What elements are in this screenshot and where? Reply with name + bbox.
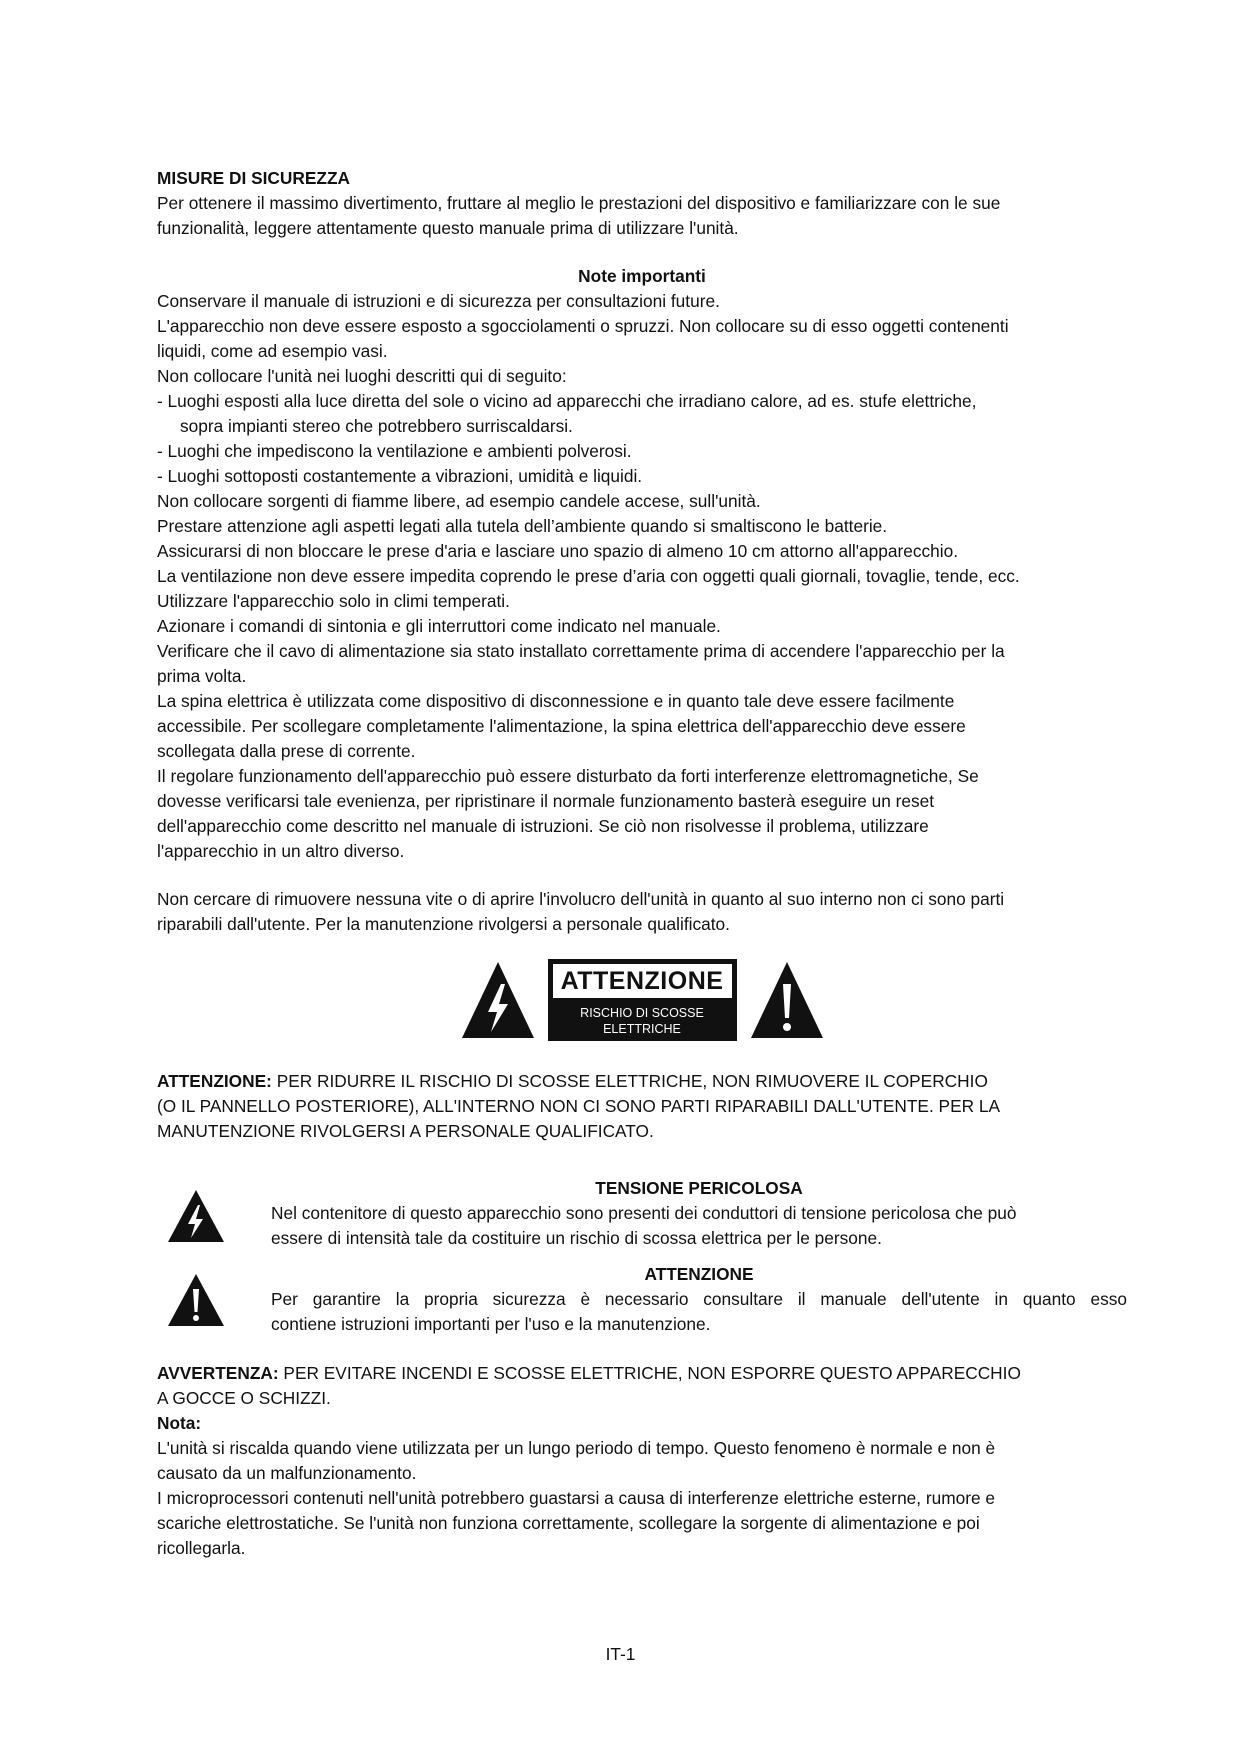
caution-title: ATTENZIONE: [644, 1264, 754, 1284]
warning-line: A GOCCE O SCHIZZI.: [157, 1388, 331, 1408]
page-number: IT-1: [605, 1644, 636, 1664]
intro-line: funzionalità, leggere attentamente questo manuale prima di utilizzare l'unità.: [157, 218, 739, 238]
high-voltage-icon: [166, 1188, 226, 1244]
nota-line: L'unità si riscalda quando viene utilizzata per un lungo periodo di tempo. Questo fenomeno è normale e non è: [157, 1438, 996, 1458]
caution-text: [271, 1262, 1127, 1337]
notes-line: Non collocare l'unità nei luoghi descritti qui di seguito:: [157, 366, 567, 386]
safety-page: [157, 166, 1127, 1561]
attention-text: PER RIDURRE IL RISCHIO DI SCOSSE ELETTRICHE, NON RIMUOVERE IL COPERCHIO: [271, 1071, 988, 1091]
warning-text: PER EVITARE INCENDI E SCOSSE ELETTRICHE, NON ESPORRE QUESTO APPARECCHIO: [278, 1363, 1021, 1383]
voltage-line: Nel contenitore di questo apparecchio sono presenti dei conduttori di tensione pericolosa che può: [271, 1203, 1017, 1223]
exclamation-warning-icon: [749, 960, 825, 1040]
notes-line: prima volta.: [157, 666, 247, 686]
notes-line: Assicurarsi di non bloccare le prese d'aria e lasciare uno spazio di almeno 10 cm attorno all'apparecchio.: [157, 541, 959, 561]
attention-line: (O IL PANNELLO POSTERIORE), ALL'INTERNO NON CI SONO PARTI RIPARABILI DALL'UTENTE. PER LA: [157, 1096, 1001, 1116]
notes-line: scollegata dalla prese di corrente.: [157, 741, 416, 761]
voltage-line: essere di intensità tale da costituire un rischio di scossa elettrica per le persone.: [271, 1228, 882, 1248]
nota-line: scariche elettrostatiche. Se l'unità non funziona correttamente, scollegare la sorgente di alimentazione e poi: [157, 1513, 980, 1533]
section-heading: MISURE DI SICUREZZA: [157, 168, 350, 188]
notes-line: Azionare i comandi di sintonia e gli interruttori come indicato nel manuale.: [157, 616, 721, 636]
bullet-item: - Luoghi che impediscono la ventilazione e ambienti polverosi.: [157, 441, 632, 461]
bullet-item-continued: sopra impianti stereo che potrebbero surriscaldarsi.: [180, 416, 573, 436]
exclamation-icon: [166, 1272, 226, 1328]
caution-icon-cell: [157, 1262, 271, 1333]
bullet-item: - Luoghi sottoposti costantemente a vibrazioni, umidità e liquidi.: [157, 466, 643, 486]
caution-label-title: ATTENZIONE: [553, 964, 732, 998]
notes-line: liquidi, come ad esempio vasi.: [157, 341, 388, 361]
nota-title: Nota:: [157, 1413, 202, 1433]
nota-line: ricollegarla.: [157, 1538, 246, 1558]
notes-line: l'apparecchio in un altro diverso.: [157, 841, 405, 861]
nota-line: causato da un malfunzionamento.: [157, 1463, 417, 1483]
notes-line: L'apparecchio non deve essere esposto a sgocciolamenti o spruzzi. Non collocare su di esso oggetti contenenti: [157, 316, 1009, 336]
notes-line: dovesse verificarsi tale evenienza, per ripristinare il normale funzionamento basterà eseguire un reset: [157, 791, 935, 811]
notes-line: Verificare che il cavo di alimentazione sia stato installato correttamente prima di accendere l'apparecchio per la: [157, 641, 1005, 661]
service-line: Non cercare di rimuovere nessuna vite o di aprire l'involucro dell'unità in quanto al suo interno non ci sono parti: [157, 889, 1005, 909]
lightning-warning-icon: [460, 960, 536, 1040]
caution-label-subtitle: RISCHIO DI SCOSSE: [580, 1006, 704, 1020]
caution-block: [157, 1262, 1127, 1337]
notes-line: accessibile. Per scollegare completamente l'alimentazione, la spina elettrica dell'apparecchio deve essere: [157, 716, 966, 736]
notes-line: Non collocare sorgenti di fiamme libere, ad esempio candele accese, sull'unità.: [157, 491, 761, 511]
service-line: riparabili dall'utente. Per la manutenzione rivolgersi a personale qualificato.: [157, 914, 730, 934]
attention-line: MANUTENZIONE RIVOLGERSI A PERSONALE QUALIFICATO.: [157, 1121, 654, 1141]
voltage-icon-cell: [157, 1176, 271, 1249]
caution-line: Per garantire la propria sicurezza è necessario consultare il manuale dell'utente in quanto esso: [271, 1289, 1127, 1309]
voltage-text: [271, 1176, 1127, 1251]
nota-line: I microprocessori contenuti nell'unità potrebbero guastarsi a causa di interferenze elettriche esterne, rumore e: [157, 1488, 996, 1508]
warning-label-group: [157, 959, 1127, 1041]
warning-lead: AVVERTENZA:: [157, 1363, 279, 1383]
attention-lead: ATTENZIONE:: [157, 1071, 272, 1091]
caution-label: [548, 959, 737, 1041]
notes-line: Prestare attenzione agli aspetti legati alla tutela dell’ambiente quando si smaltiscono le batterie.: [157, 516, 888, 536]
notes-line: La spina elettrica è utilizzata come dispositivo di disconnessione e in quanto tale deve essere facilmente: [157, 691, 955, 711]
warning-line: [157, 1361, 1127, 1386]
notes-line: Conservare il manuale di istruzioni e di sicurezza per consultazioni future.: [157, 291, 720, 311]
bullet-item: - Luoghi esposti alla luce diretta del sole o vicino ad apparecchi che irradiano calore, ad es. stufe elettriche,: [157, 391, 977, 411]
notes-title: Note importanti: [578, 266, 706, 286]
intro-line: Per ottenere il massimo divertimento, fruttare al meglio le prestazioni del dispositivo e familiarizzare con le sue: [157, 193, 1001, 213]
attention-line: [157, 1069, 1127, 1094]
caution-label-subtitle: ELETTRICHE: [603, 1022, 681, 1036]
notes-line: Il regolare funzionamento dell'apparecchio può essere disturbato da forti interferenze elettromagnetiche, Se: [157, 766, 979, 786]
voltage-title: TENSIONE PERICOLOSA: [595, 1178, 803, 1198]
notes-line: dell'apparecchio come descritto nel manuale di istruzioni. Se ciò non risolvesse il problema, utilizzare: [157, 816, 929, 836]
notes-line: Utilizzare l'apparecchio solo in climi temperati.: [157, 591, 510, 611]
caution-line: contiene istruzioni importanti per l'uso e la manutenzione.: [271, 1314, 711, 1334]
voltage-block: [157, 1176, 1127, 1251]
notes-line: La ventilazione non deve essere impedita coprendo le prese d’aria con oggetti quali giornali, tovaglie, tende, ecc.: [157, 566, 1020, 586]
